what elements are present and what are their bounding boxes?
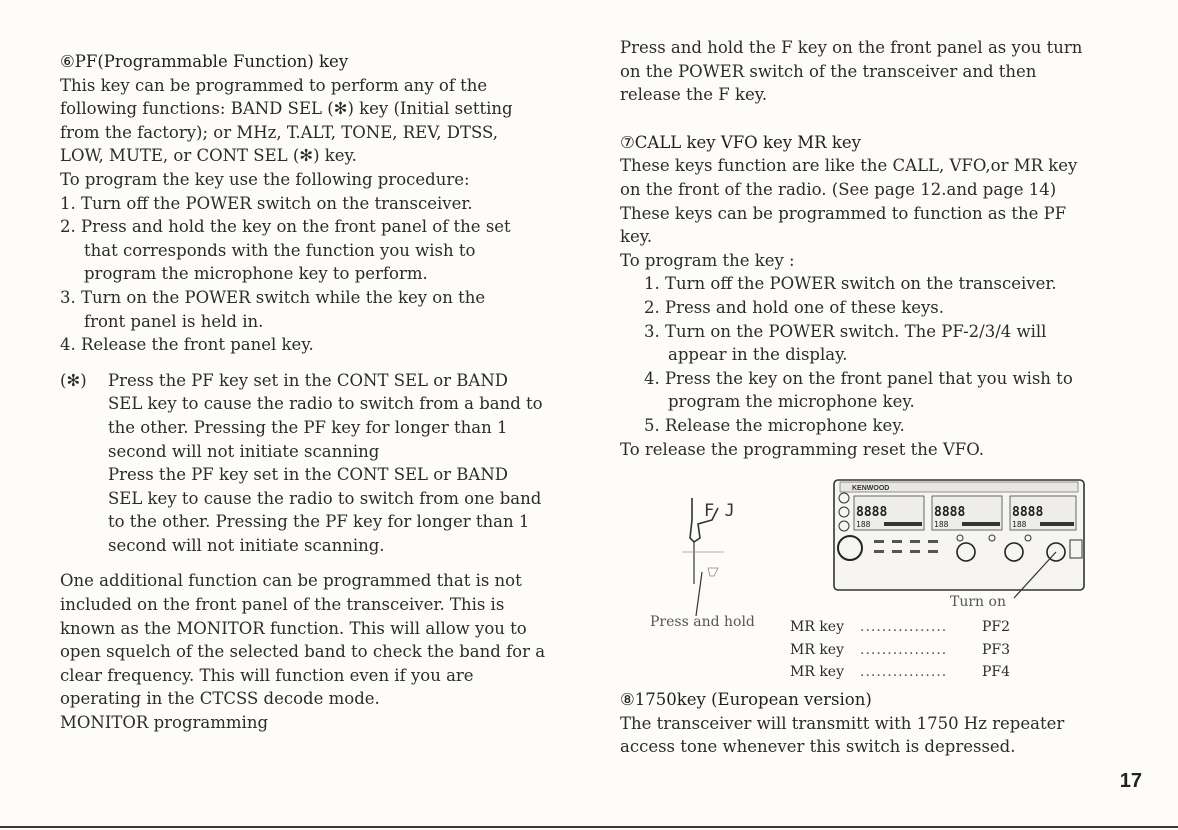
display-small: 188 [1012, 520, 1027, 529]
monitor-line: included on the front panel of the transceiver. This is [60, 595, 505, 615]
monitor-paragraph [60, 569, 600, 734]
tone-line: The transceiver will transmitt with 1750 Hz repeater [620, 713, 1065, 733]
pf-step-2-cont: that corresponds with the function you wish to [84, 240, 476, 260]
display-digits: 8888 [1012, 505, 1044, 520]
pf-intro-line: LOW, MUTE, or CONT SEL (✻) key. [60, 146, 357, 166]
pf-step-4: 4. Release the front panel key. [60, 335, 314, 355]
radio-brand: KENWOOD [852, 485, 890, 492]
mr-key-row: MR key ................ PF3 [790, 641, 1010, 658]
display-digits: 8888 [856, 505, 888, 520]
monitor-line: One additional function can be programmed that is not [60, 571, 522, 591]
note-line: second will not initiate scanning [108, 441, 380, 461]
call-line: key. [620, 227, 653, 247]
left-column [60, 50, 600, 735]
program-step-1: 1. Turn off the POWER switch on the transceiver. [644, 274, 1057, 294]
pf-step-list [60, 192, 600, 357]
asterisk-mark: (✻) [60, 370, 87, 390]
mr-key-list [790, 616, 1010, 684]
note-line: to the other. Pressing the PF key for longer than 1 [108, 512, 530, 532]
program-step-3-cont: appear in the display. [668, 345, 848, 365]
tone-line: access tone whenever this switch is depressed. [620, 737, 1016, 757]
microphone-illustration [682, 498, 735, 616]
pf-intro-line: To program the key use the following procedure: [60, 169, 470, 189]
turn-on-label: Turn on [950, 594, 1006, 610]
call-line: These keys function are like the CALL, VFO,or MR key [620, 156, 1078, 176]
reset-vfo-line: To release the programming reset the VFO. [620, 439, 985, 459]
monitor-line: known as the MONITOR function. This will allow you to [60, 618, 527, 638]
display-small: 188 [934, 520, 949, 529]
pf-step-3: 3. Turn on the POWER switch while the key on the [60, 287, 486, 307]
radio-illustration [620, 476, 1160, 616]
pf-intro-line: following functions: BAND SEL (✻) key (Initial setting [60, 99, 513, 119]
display-small: 188 [856, 520, 871, 529]
program-step-4-cont: program the microphone key. [668, 392, 915, 412]
note-line: the other. Pressing the PF key for longer than 1 [108, 417, 508, 437]
tone-section [620, 688, 1145, 759]
press-and-hold-label: Press and hold [650, 614, 755, 630]
pf-key-heading: ⑥PF(Programmable Function) key [60, 52, 349, 71]
monitor-line: operating in the CTCSS decode mode. [60, 689, 380, 709]
pf-step-1: 1. Turn off the POWER switch on the transceiver. [60, 193, 473, 213]
note-line: Press the PF key set in the CONT SEL or BAND [108, 465, 509, 485]
mr-key-row: MR key ................ PF2 [790, 619, 1010, 635]
pf-step-2-cont: program the microphone key to perform. [84, 264, 428, 284]
monitor-line: open squelch of the selected band to check the band for a [60, 642, 546, 662]
pf-step-3-cont: front panel is held in. [84, 311, 264, 331]
program-step-5: 5. Release the microphone key. [644, 415, 905, 435]
monitor-cont-line: Press and hold the F key on the front panel as you turn [620, 38, 1083, 57]
page-bottom-rule [0, 826, 1178, 828]
program-step-list [620, 272, 1145, 437]
asterisk-note [60, 369, 600, 558]
note-line: SEL key to cause the radio to switch from one band [108, 488, 542, 508]
program-step-3: 3. Turn on the POWER switch. The PF-2/3/4 will [644, 321, 1047, 341]
mr-key-row: MR key ................ PF4 [790, 664, 1010, 680]
mic-key-glyph: F J [704, 501, 735, 521]
transceiver-front-panel [834, 480, 1084, 598]
right-column [620, 36, 1145, 461]
call-line: on the front of the radio. (See page 12.and page 14) [620, 179, 1057, 199]
note-line: Press the PF key set in the CONT SEL or BAND [108, 370, 509, 390]
monitor-cont-line: on the POWER switch of the transceiver and then [620, 61, 1037, 81]
program-step-4: 4. Press the key on the front panel that you wish to [644, 368, 1073, 388]
page-number: 17 [1119, 770, 1142, 792]
monitor-line: clear frequency. This will function even if you are [60, 665, 474, 685]
monitor-cont-line: release the F key. [620, 85, 768, 105]
note-line: second will not initiate scanning. [108, 535, 385, 555]
pf-step-2: 2. Press and hold the key on the front panel of the set [60, 217, 511, 237]
pf-intro-line: from the factory); or MHz, T.ALT, TONE, REV, DTSS, [60, 122, 498, 142]
tone-key-heading: ⑧1750key (European version) [620, 690, 872, 709]
call-line: These keys can be programmed to function as the PF [620, 203, 1067, 223]
monitor-programming-heading: MONITOR programming [60, 713, 269, 733]
program-step-2: 2. Press and hold one of these keys. [644, 297, 945, 317]
radio-figure [620, 476, 1160, 686]
call-key-heading: ⑦CALL key VFO key MR key [620, 132, 861, 152]
pf-intro-line: This key can be programmed to perform any of the [60, 75, 488, 95]
program-heading: To program the key : [620, 250, 795, 270]
display-digits: 8888 [934, 505, 966, 520]
note-line: SEL key to cause the radio to switch from a band to [108, 394, 543, 414]
